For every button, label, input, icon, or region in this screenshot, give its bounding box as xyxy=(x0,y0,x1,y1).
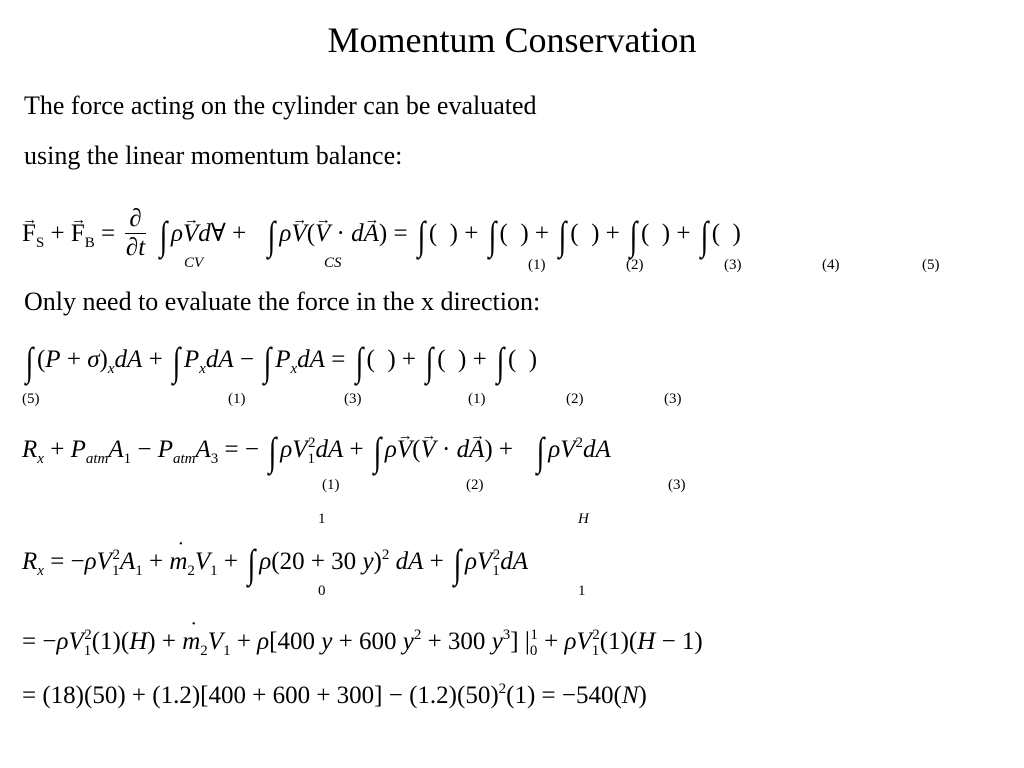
intro-line-1: The force acting on the cylinder can be evaluated xyxy=(24,91,537,120)
label-3: (3) xyxy=(724,257,742,273)
label-3d: (3) xyxy=(668,477,686,493)
equation-result: = $(18)(50) + (1.2)[400 + 600 + 300] - (1.2)(50)^2(1) = -540(N)$ xyxy=(22,681,647,709)
label-4: (4) xyxy=(822,257,840,273)
label-1d: (1) xyxy=(322,477,340,493)
equation-rx-expanded: $R_x = -\rho V_1^2A_1$ + · $m_2V_1$ + ∫ ρ(20 + 30 y)$^2$ dA + ∫ $\rho V_1^2dA$ xyxy=(22,540,528,586)
equation-momentum-balance: → $F_S$ + → $F_B$ = $\frac{\partial}{\partial t}$ ∫ ρ→ Vd∀ + ∫ ρ→ V(→ V · d→ A) = ∫ ( ) + ∫ ( ) + ∫ ( ) + ∫ ( ) + ∫ ( ) xyxy=(22,205,741,262)
equation-rx-integral: $R_x + P_{atm}A_1 - P_{atm}A_3$ = − ∫ $\rho V_1^2dA$ + ∫ ρ→ V(→ V · d→ A) + ∫ $\rho V^2dA$ xyxy=(22,428,611,474)
label-2c: (2) xyxy=(466,477,484,493)
label-5b: (5) xyxy=(22,391,40,407)
upper-limit-1: 1 xyxy=(318,511,326,527)
upper-limit-h: H xyxy=(578,511,589,527)
label-2: (2) xyxy=(626,257,644,273)
label-cv: CV xyxy=(184,255,204,271)
label-3c: (3) xyxy=(664,391,682,407)
label-5: (5) xyxy=(922,257,940,273)
label-1: (1) xyxy=(528,257,546,273)
x-direction-text: Only need to evaluate the force in the x direction: xyxy=(24,287,541,316)
label-1b: (1) xyxy=(228,391,246,407)
intro-line-2: using the linear momentum balance: xyxy=(24,141,403,170)
lower-limit-0: 0 xyxy=(318,583,326,599)
lower-limit-1: 1 xyxy=(578,583,586,599)
label-3b: (3) xyxy=(344,391,362,407)
label-cs: CS xyxy=(324,255,342,271)
equation-x-direction: ∫ $(P + \sigma)_xdA$ + ∫ $P_xdA$ − ∫ $P_xdA$ = ∫ ( ) + ∫ ( ) + ∫ ( ) xyxy=(25,339,538,384)
page-title: Momentum Conservation xyxy=(327,20,697,60)
equation-evaluated: = $-\rho V_1^2(1)(H)$ + · $m_2V_1 + \rho[400$ y + 600 $y^2 + 300$ $y^3$] $|_0^1 + \rho V_1^2(1)(H - 1)$ xyxy=(22,620,703,666)
label-1c: (1) xyxy=(468,391,486,407)
label-2b: (2) xyxy=(566,391,584,407)
